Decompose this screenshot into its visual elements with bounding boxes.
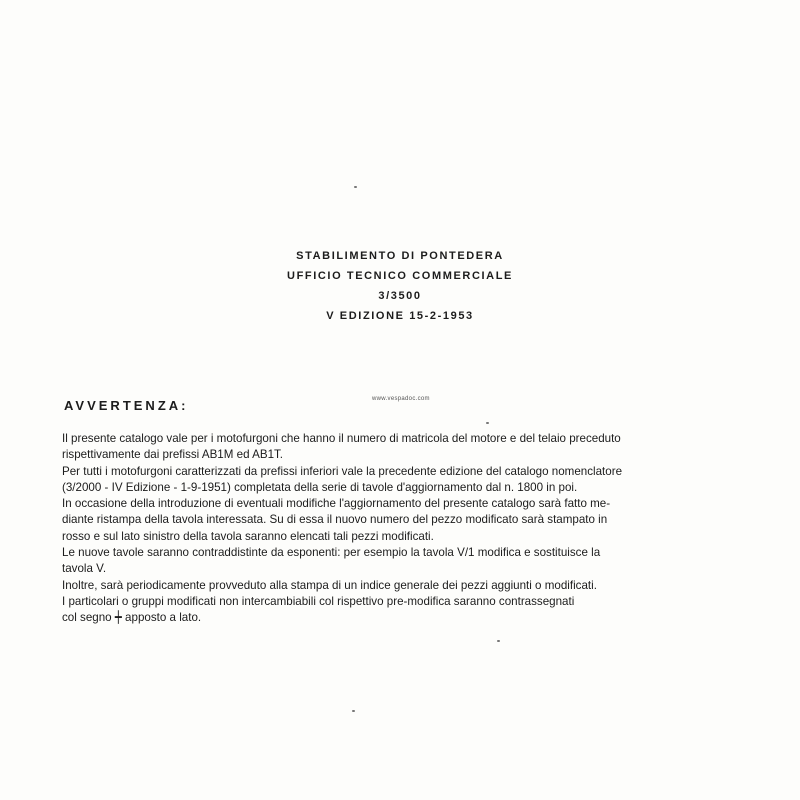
notice-line: tavola V. [62, 562, 107, 576]
notice-line: diante ristampa della tavola interessata. Su di essa il nuovo numero del pezzo modificato sarà stampato in [62, 513, 608, 527]
notice-line: Il presente catalogo vale per i motofurgoni che hanno il numero di matricola del motore e del telaio preceduto [62, 432, 621, 445]
header-catalog-number: 3/3500 [378, 290, 422, 302]
notice-line: I particolari o gruppi modificati non intercambiabili col rispettivo pre-modifica saranno contrassegnati [62, 594, 575, 608]
header-establishment: STABILIMENTO DI PONTEDERA [296, 250, 504, 262]
header-edition: V EDIZIONE 15-2-1953 [326, 310, 474, 322]
watermark: www.vespadoc.com [372, 396, 430, 402]
notice-body [62, 431, 742, 627]
notice-line: rispettivamente dai prefissi AB1M ed AB1T. [62, 448, 284, 462]
notice-title: AVVERTENZA: [64, 398, 189, 413]
header-office: UFFICIO TECNICO COMMERCIALE [287, 270, 513, 282]
scan-speck [486, 422, 489, 424]
notice-line: In occasione della introduzione di eventuali modifiche l'aggiornamento del presente catalogo sarà fatto me- [62, 497, 611, 511]
notice-line: Le nuove tavole saranno contraddistinte da esponenti: per esempio la tavola V/1 modifica e sostituisce la [62, 546, 601, 560]
notice-line: rosso e sul lato sinistro della tavola saranno elencati tali pezzi modificati. [62, 529, 434, 543]
notice-line: Inoltre, sarà periodicamente provveduto alla stampa di un indice generale dei pezzi aggiunti o modificati. [62, 578, 597, 592]
document-header [190, 246, 610, 326]
scan-speck [497, 640, 500, 642]
notice-line: (3/2000 - IV Edizione - 1-9-1951) completata della serie di tavole d'aggiornamento dal n. 1800 in poi. [62, 480, 578, 494]
notice-line: col segno ┿ apposto a lato. [62, 611, 202, 625]
scan-speck [354, 186, 357, 188]
scan-speck [352, 710, 355, 712]
notice-line: Per tutti i motofurgoni caratterizzati da prefissi inferiori vale la precedente edizione del catalogo nomenclatore [62, 464, 623, 478]
